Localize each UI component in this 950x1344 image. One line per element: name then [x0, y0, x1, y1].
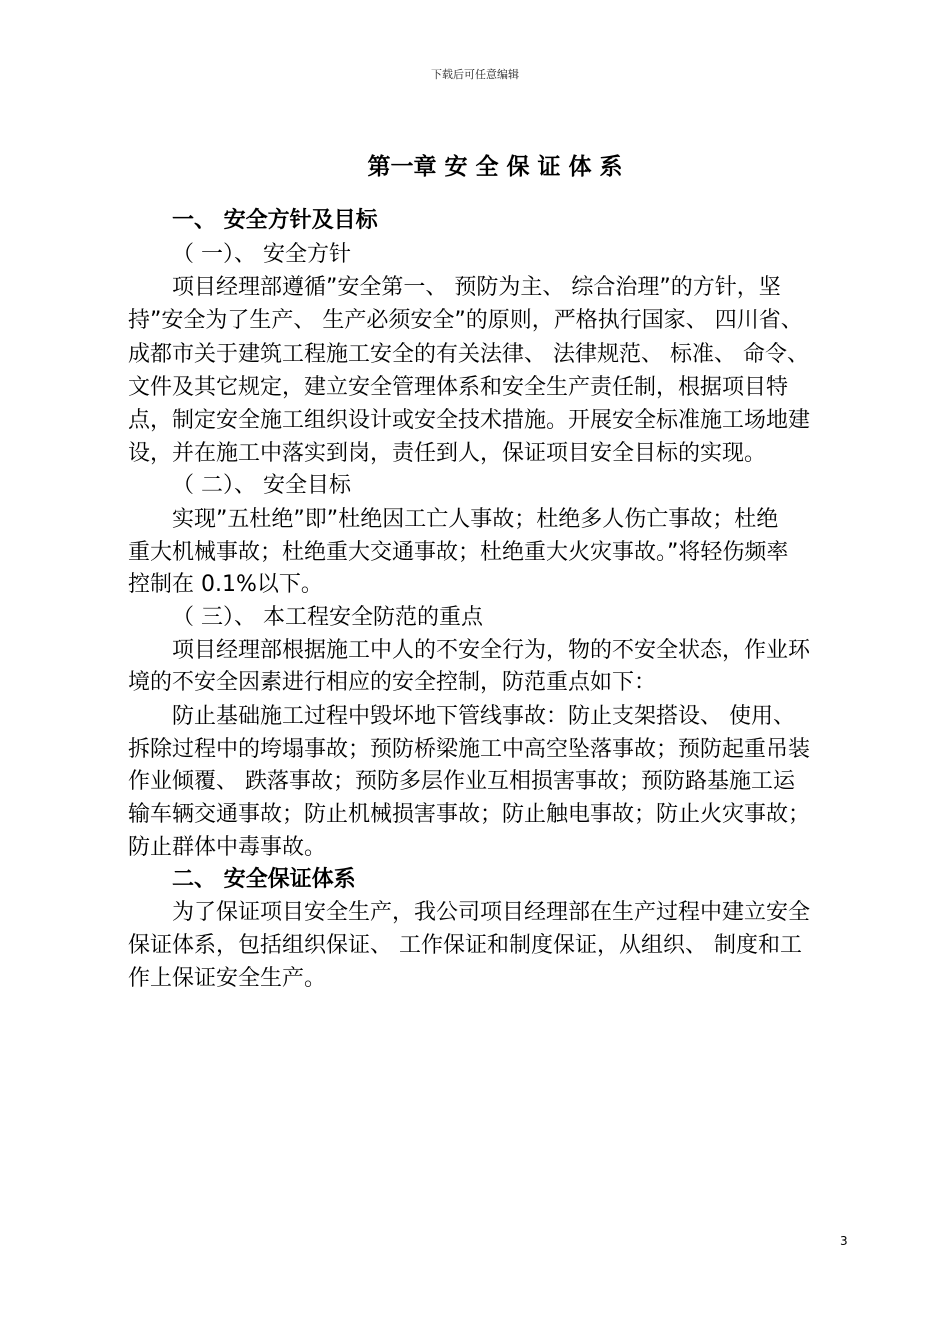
paragraph-line: 作上保证安全生产。	[128, 966, 327, 991]
section-heading-1: 一、 安全方针及目标	[172, 208, 378, 233]
paragraph-line: 防止群体中毒事故。	[128, 835, 327, 860]
paragraph-line: 作业倾覆、 跌落事故；预防多层作业互相损害事故；预防路基施工运	[128, 769, 795, 794]
paragraph-line: 成都市关于建筑工程施工安全的有关法律、 法律规范、 标准、 命令、	[128, 342, 809, 367]
paragraph-line: 项目经理部遵循”安全第一、 预防为主、 综合治理”的方针，坚	[172, 275, 781, 300]
page-number: 3	[840, 1234, 848, 1248]
paragraph-line: 项目经理部根据施工中人的不安全行为，物的不安全状态，作业环	[172, 638, 811, 663]
paragraph-line: 重大机械事故；杜绝重大交通事故；杜绝重大火灾事故。”将轻伤频率	[128, 540, 789, 565]
subsection-heading-1: （ 一）、 安全方针	[172, 242, 351, 267]
paragraph-line: 防止基础施工过程中毁坏地下管线事故：防止支架搭设、 使用、	[172, 704, 795, 729]
paragraph-line: 拆除过程中的垮塌事故；预防桥梁施工中高空坠落事故；预防起重吊装	[128, 737, 811, 762]
subsection-heading-3: （ 三）、 本工程安全防范的重点	[172, 605, 483, 630]
page-header: 下载后可任意编辑	[431, 68, 519, 81]
paragraph-line: 持”安全为了生产、 生产必须安全”的原则，严格执行国家、 四川省、	[128, 308, 803, 333]
paragraph-line: 保证体系，包括组织保证、 工作保证和制度保证，从组织、 制度和工	[128, 933, 802, 958]
subsection-heading-2: （ 二）、 安全目标	[172, 473, 351, 498]
paragraph-line: 实现”五杜绝”即”杜绝因工亡人事故；杜绝多人伤亡事故；杜绝	[172, 507, 779, 532]
paragraph-line: 为了保证项目安全生产，我公司项目经理部在生产过程中建立安全	[172, 900, 811, 925]
chapter-title: 第一章 安 全 保 证 体 系	[367, 154, 623, 180]
paragraph-line: 控制在 0.1%以下。	[128, 572, 323, 597]
paragraph-line: 点，制定安全施工组织设计或安全技术措施。开展安全标准施工场地建	[128, 408, 811, 433]
paragraph-line: 设，并在施工中落实到岗，责任到人，保证项目安全目标的实现。	[128, 441, 767, 466]
paragraph-line: 文件及其它规定，建立安全管理体系和安全生产责任制，根据项目特	[128, 375, 789, 400]
paragraph-line: 输车辆交通事故；防止机械损害事故；防止触电事故；防止火灾事故；	[128, 802, 811, 827]
paragraph-line: 境的不安全因素进行相应的安全控制，防范重点如下：	[128, 670, 657, 695]
section-heading-2: 二、 安全保证体系	[172, 867, 356, 892]
